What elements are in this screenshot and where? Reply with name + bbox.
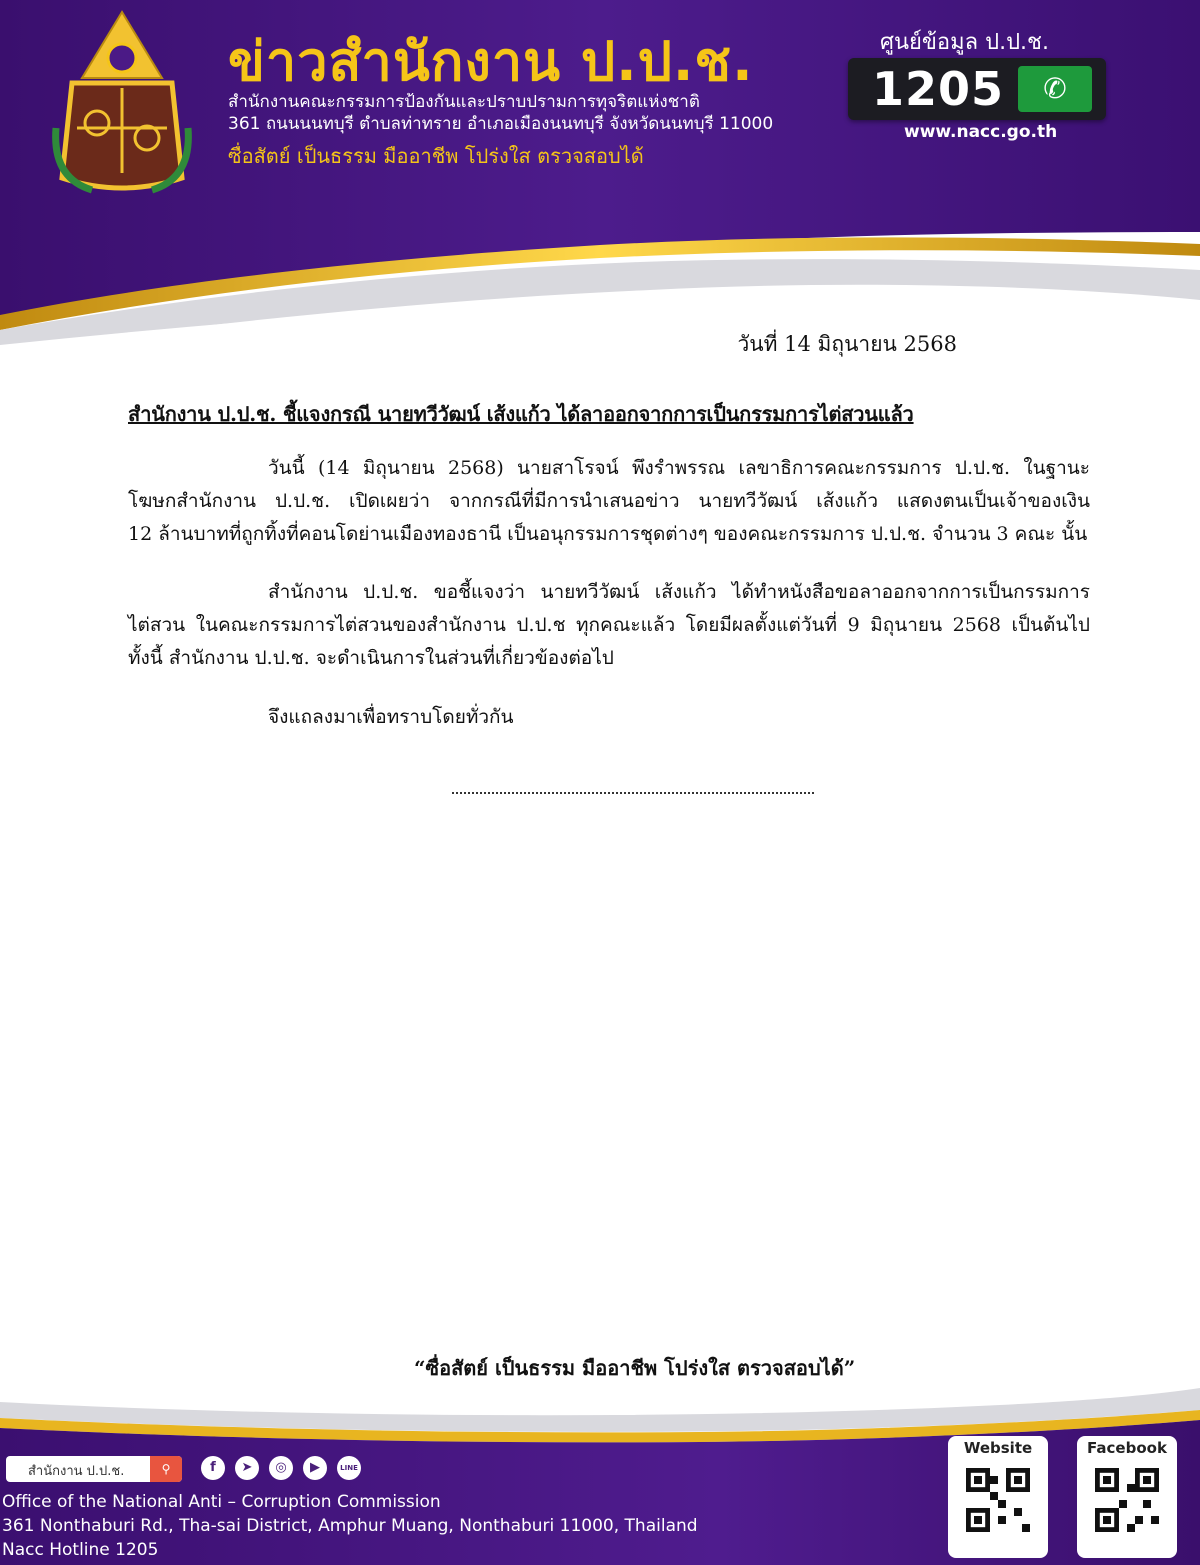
dotted-divider <box>452 792 814 794</box>
nacc-emblem-logo <box>52 8 192 198</box>
twitter-icon[interactable]: ➤ <box>235 1456 259 1480</box>
paragraph-2-line-2: ไต่สวน ในคณะกรรมการไต่สวนของสำนักงาน ป.ป.ช ทุกคณะแล้ว โดยมีผลตั้งแต่วันที่ 9 มิถุนายน 2568 เป็นต้นไป <box>128 614 1090 636</box>
paragraph-1-line-2: โฆษกสำนักงาน ป.ป.ช. เปิดเผยว่า จากกรณีที่มีการนำเสนอข่าว นายทวีวัฒน์ เส้งแก้ว แสดงตนเป็นเจ้าของเงิน <box>128 490 1090 512</box>
document-date: วันที่ 14 มิถุนายน 2568 <box>737 332 957 356</box>
footer-hotline-en: Nacc Hotline 1205 <box>2 1540 159 1560</box>
header-banner <box>0 0 1200 360</box>
header-address: 361 ถนนนนทบุรี ตำบลท่าทราย อำเภอเมืองนนทบุรี จังหวัดนนทบุรี 11000 <box>228 114 774 134</box>
paragraph-1-line-3: 12 ล้านบาทที่ถูกทิ้งที่คอนโดย่านเมืองทองธานี เป็นอนุกรรมการชุดต่างๆ ของคณะกรรมการ ป.ป.ช. จำนวน 3 คณะ นั้น <box>128 523 1088 545</box>
instagram-icon[interactable]: ◎ <box>269 1456 293 1480</box>
header-title: ข่าวสำนักงาน ป.ป.ช. <box>228 30 754 93</box>
hotline-number: 1205 <box>872 62 1005 116</box>
search-box[interactable] <box>6 1456 182 1482</box>
line-icon[interactable]: LINE <box>337 1456 361 1480</box>
website-qr-card[interactable] <box>948 1436 1048 1558</box>
footer-org-en: Office of the National Anti – Corruption Commission <box>2 1492 441 1512</box>
search-label: สำนักงาน ป.ป.ช. <box>28 1464 125 1479</box>
paragraph-2 <box>128 576 1090 675</box>
footer-motto: “ซื่อสัตย์ เป็นธรรม มืออาชีพ โปร่งใส ตรวจสอบได้” <box>414 1356 856 1380</box>
facebook-qr-code <box>1095 1468 1159 1532</box>
paragraph-2-line-3: ทั้งนี้ สำนักงาน ป.ป.ช. จะดำเนินการในส่วนที่เกี่ยวข้องต่อไป <box>128 647 614 669</box>
closing-statement: จึงแถลงมาเพื่อทราบโดยทั่วกัน <box>268 706 514 728</box>
paragraph-2-line-1: สำนักงาน ป.ป.ช. ขอชี้แจงว่า นายทวีวัฒน์ เส้งแก้ว ได้ทำหนังสือขอลาออกจากการเป็นกรรมการ <box>268 581 1090 603</box>
search-icon[interactable]: ⚲ <box>150 1456 182 1482</box>
facebook-icon[interactable]: f <box>201 1456 225 1480</box>
website-qr-code <box>966 1468 1030 1532</box>
paragraph-1-line-1: วันนี้ (14 มิถุนายน 2568) นายสาโรจน์ พึงรำพรรณ เลขาธิการคณะกรรมการ ป.ป.ช. ในฐานะ <box>268 457 1090 479</box>
website-qr-label: Website <box>963 1439 1033 1457</box>
paragraph-1 <box>128 452 1090 551</box>
info-center-label: ศูนย์ข้อมูล ป.ป.ช. <box>880 30 1049 55</box>
document-headline: สำนักงาน ป.ป.ช. ชี้แจงกรณี นายทวีวัฒน์ เส้งแก้ว ได้ลาออกจากการเป็นกรรมการไต่สวนแล้ว <box>128 402 914 426</box>
facebook-qr-label: Facebook <box>1087 1439 1167 1457</box>
header-org-name: สำนักงานคณะกรรมการป้องกันและปราบปรามการทุจริตแห่งชาติ <box>228 92 700 112</box>
youtube-icon[interactable]: ▶ <box>303 1456 327 1480</box>
footer-address-en: 361 Nonthaburi Rd., Tha-sai District, Amphur Muang, Nonthaburi 11000, Thailand <box>2 1516 698 1536</box>
phone-icon: ✆ <box>1018 66 1092 112</box>
hotline-box <box>848 58 1106 120</box>
header-motto: ซื่อสัตย์ เป็นธรรม มืออาชีพ โปร่งใส ตรวจสอบได้ <box>228 144 644 168</box>
header-website: www.nacc.go.th <box>904 122 1058 142</box>
footer-banner <box>0 1380 1200 1565</box>
facebook-qr-card[interactable] <box>1077 1436 1177 1558</box>
